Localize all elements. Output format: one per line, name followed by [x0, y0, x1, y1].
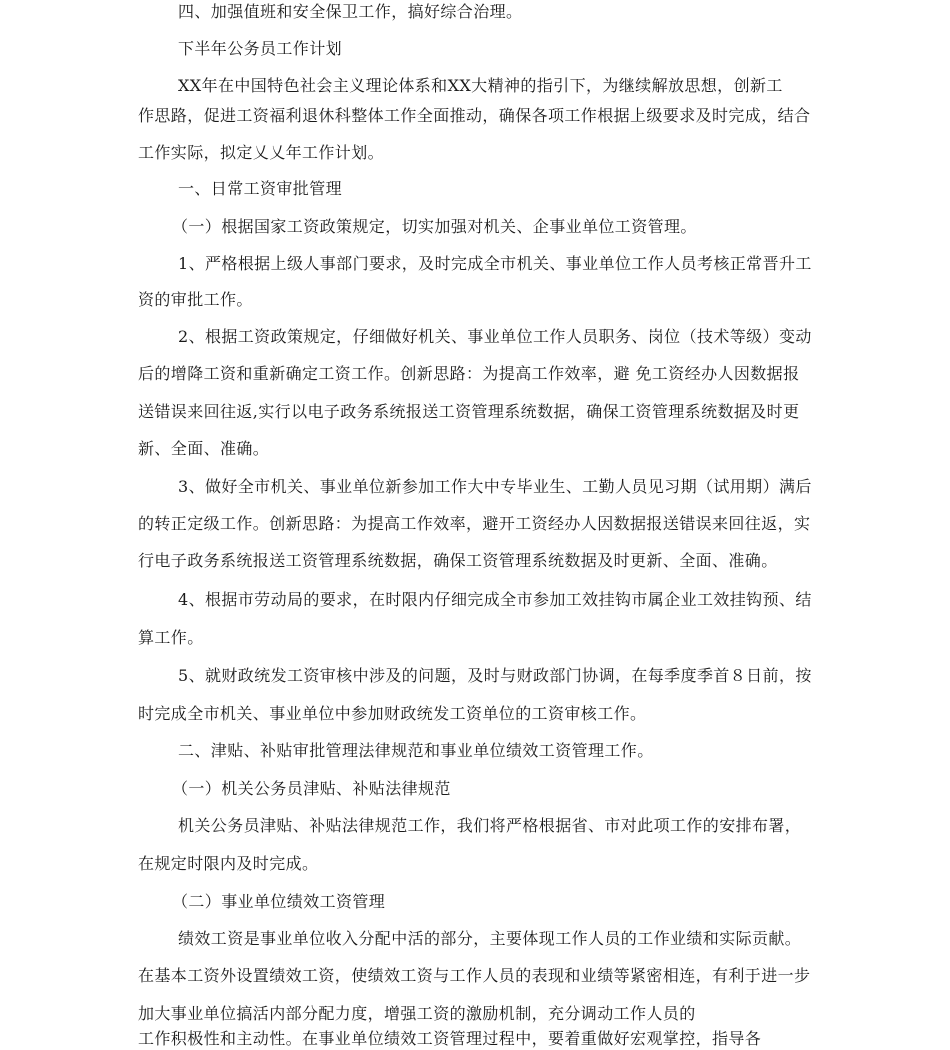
- subsection-heading: （一）根据国家工资政策规定，切实加强对机关、企事业单位工资管理。: [172, 217, 697, 236]
- paragraph-line: 在基本工资外设置绩效工资，使绩效工资与工作人员的表现和业绩等紧密相连，有利于进一步: [138, 966, 811, 985]
- section-two-heading: 二、津贴、补贴审批管理法律规范和事业单位绩效工资管理工作。: [178, 741, 654, 760]
- paragraph-line: 加大事业单位搞活内部分配力度，增强工资的激励机制，充分调动工作人员的: [138, 1004, 696, 1023]
- paragraph-line: 工作积极性和主动性。在事业单位绩效工资管理过程中，要着重做好宏观掌控，指导各: [138, 1029, 762, 1048]
- paragraph-line: 绩效工资是事业单位收入分配中活的部分，主要体现工作人员的工作业绩和实际贡献。: [178, 929, 802, 948]
- paragraph-line: 在规定时限内及时完成。: [138, 854, 319, 873]
- document-title: 下半年公务员工作计划: [178, 39, 343, 58]
- paragraph-line: 送错误来回往返,实行以电子政务系统报送工资管理系统数据，确保工资管理系统数据及时更: [138, 402, 800, 421]
- paragraph-line: 资的审批工作。: [138, 290, 253, 309]
- paragraph-line: 时完成全市机关、事业单位中参加财政统发工资单位的工资审核工作。: [138, 704, 647, 723]
- paragraph-line: 工作实际，拟定乂乂年工作计划。: [138, 143, 385, 162]
- subsection-heading: （二）事业单位绩效工资管理: [172, 892, 386, 911]
- paragraph-line: 4、根据市劳动局的要求，在时限内仔细完成全市参加工效挂钩市属企业工效挂钩预、结: [178, 590, 812, 609]
- section-one-heading: 一、日常工资审批管理: [178, 179, 343, 198]
- paragraph-line: XX年在中国特色社会主义理论体系和XX大精神的指引下，为继续解放思想，创新工: [178, 76, 783, 95]
- paragraph-line: 机关公务员津贴、补贴法律规范工作，我们将严格根据省、市对此项工作的安排布署，: [178, 816, 802, 835]
- paragraph-line: 的转正定级工作。创新思路：为提高工作效率，避开工资经办人因数据报送错误来回往返，实: [138, 514, 811, 533]
- section-four-heading: 四、加强值班和安全保卫工作，搞好综合治理。: [178, 2, 523, 21]
- paragraph-line: 新、全面、准确。: [138, 439, 270, 458]
- paragraph-line: 作思路，促进工资福利退休科整体工作全面推动，确保各项工作根据上级要求及时完成，结合: [138, 106, 811, 125]
- paragraph-line: 3、做好全市机关、事业单位新参加工作大中专毕业生、工勤人员见习期（试用期）满后: [178, 477, 812, 496]
- paragraph-line: 算工作。: [138, 628, 204, 647]
- paragraph-line: 1、严格根据上级人事部门要求，及时完成全市机关、事业单位工作人员考核正常晋升工: [178, 254, 812, 273]
- paragraph-line: 2、根据工资政策规定，仔细做好机关、事业单位工作人员职务、岗位（技术等级）变动: [178, 327, 812, 346]
- paragraph-line: 行电子政务系统报送工资管理系统数据，确保工资管理系统数据及时更新、全面、准确。: [138, 551, 778, 570]
- subsection-heading: （一）机关公务员津贴、补贴法律规范: [172, 779, 451, 798]
- paragraph-line: 后的增降工资和重新确定工资工作。创新思路：为提高工作效率，避 免工资经办人因数据报: [138, 364, 800, 383]
- paragraph-line: 5、就财政统发工资审核中涉及的问题，及时与财政部门协调，在每季度季首８日前，按: [178, 666, 812, 685]
